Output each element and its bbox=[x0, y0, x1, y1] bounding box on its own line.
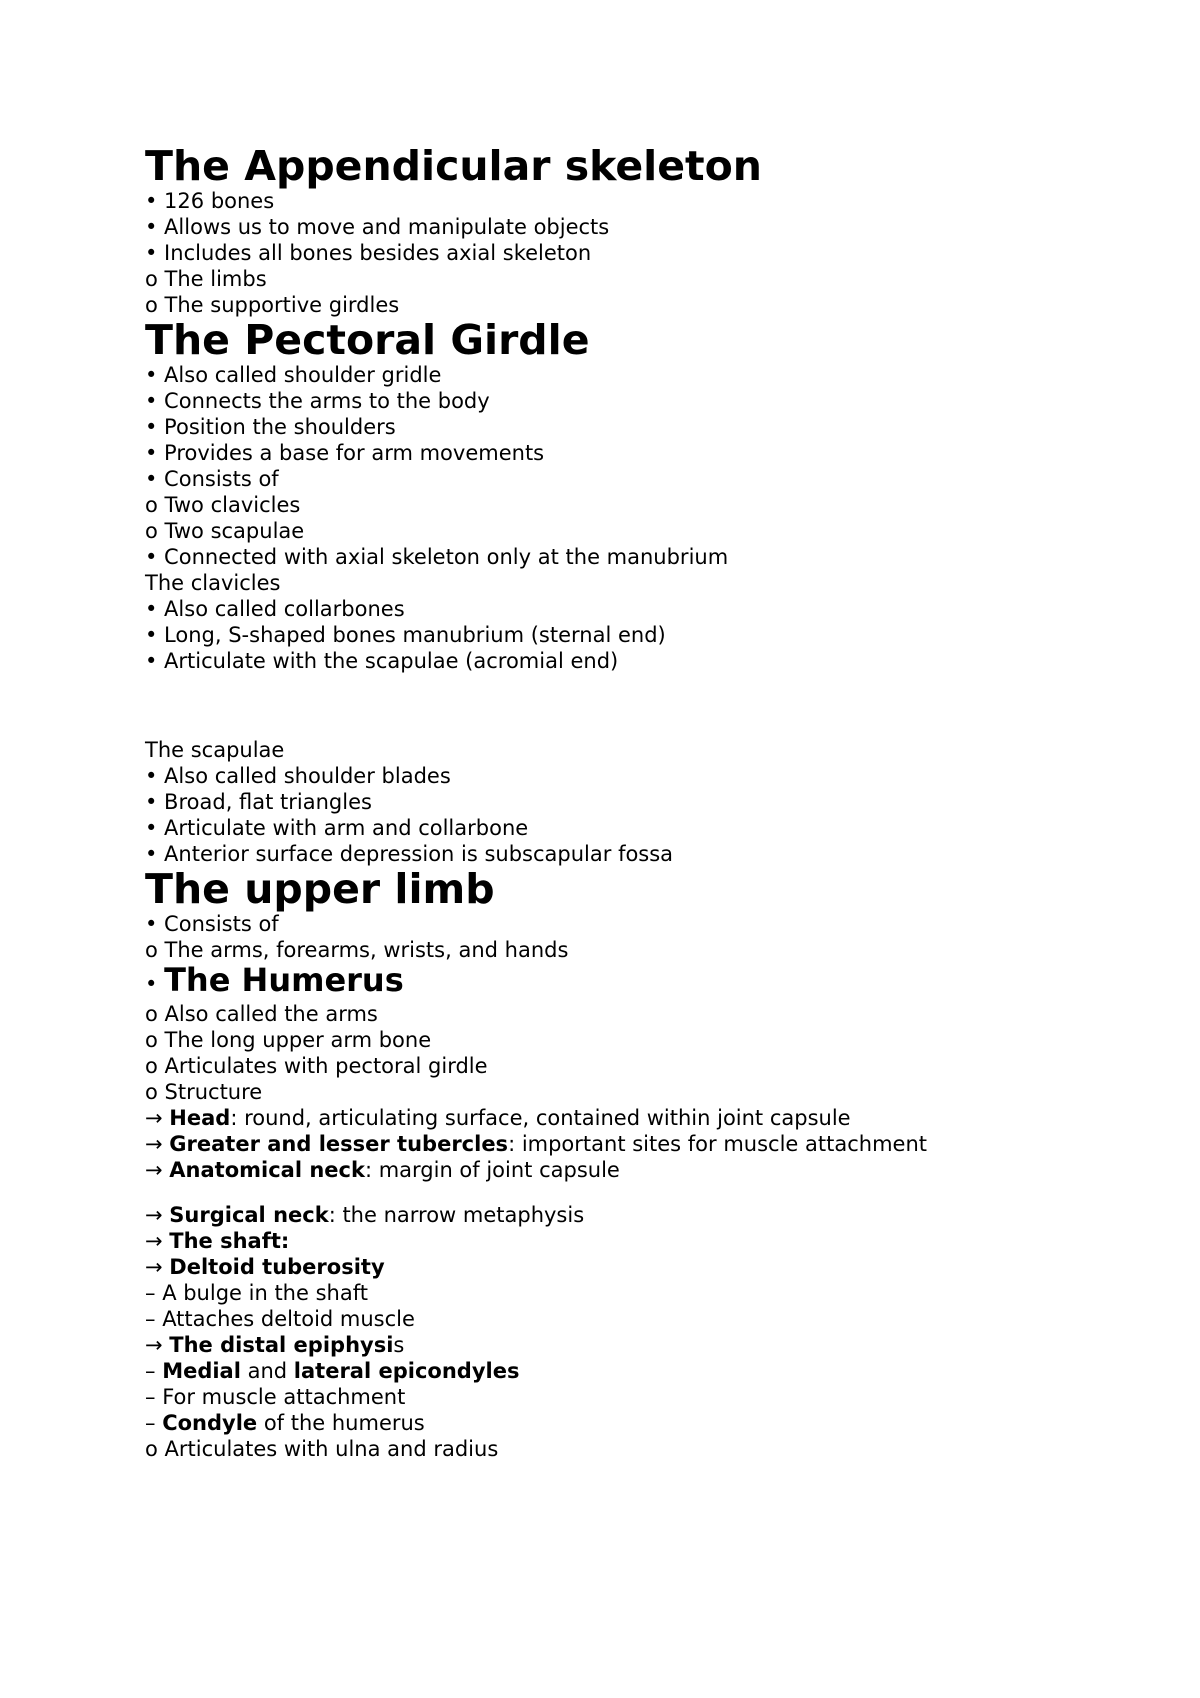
list-item: o Also called the arms bbox=[145, 1002, 378, 1026]
dash-marker: – bbox=[145, 1385, 163, 1409]
arrow-marker: → bbox=[145, 1158, 170, 1182]
structure-item bbox=[145, 1306, 1145, 1332]
definition: Articulates with ulna and radius bbox=[164, 1437, 499, 1461]
humerus-list bbox=[145, 1001, 1145, 1105]
definition: : the narrow metaphysis bbox=[328, 1203, 585, 1227]
list-item: o Two clavicles bbox=[145, 493, 301, 517]
appendicular-list bbox=[145, 188, 1145, 318]
list-item: • Connected with axial skeleton only at the manubrium bbox=[145, 545, 729, 569]
bullet-marker: o bbox=[145, 1437, 165, 1461]
list-item: • Includes all bones besides axial skeleton bbox=[145, 241, 592, 265]
heading-humerus: The Humerus bbox=[164, 961, 404, 999]
term: Deltoid tuberosity bbox=[169, 1255, 385, 1279]
list-item: • Articulate with arm and collarbone bbox=[145, 816, 529, 840]
term: Anatomical neck bbox=[169, 1158, 365, 1182]
list-item: • Provides a base for arm movements bbox=[145, 441, 545, 465]
definition: A bulge in the shaft bbox=[162, 1281, 368, 1305]
structure-list-a bbox=[145, 1105, 1145, 1183]
blank-space bbox=[145, 1183, 1145, 1202]
structure-item bbox=[145, 1358, 1145, 1384]
list-item: • 126 bones bbox=[145, 189, 275, 213]
list-item: • Consists of bbox=[145, 912, 279, 936]
list-item: • Anterior surface depression is subscapular fossa bbox=[145, 842, 674, 866]
list-item: o Two scapulae bbox=[145, 519, 305, 543]
dash-marker: – bbox=[145, 1411, 163, 1435]
list-item: o Articulates with pectoral girdle bbox=[145, 1054, 488, 1078]
arrow-marker: → bbox=[145, 1333, 170, 1357]
arrow-marker: → bbox=[145, 1203, 170, 1227]
arrow-marker: → bbox=[145, 1106, 170, 1130]
document-page bbox=[145, 0, 1145, 1462]
heading-pectoral-girdle: The Pectoral Girdle bbox=[145, 316, 590, 364]
structure-item bbox=[145, 1280, 1145, 1306]
list-item: • Allows us to move and manipulate objects bbox=[145, 215, 610, 239]
structure-item bbox=[145, 1384, 1145, 1410]
term: The shaft: bbox=[169, 1229, 290, 1253]
heading-upper-limb: The upper limb bbox=[145, 865, 495, 913]
term: Condyle bbox=[162, 1411, 258, 1435]
structure-item bbox=[145, 1228, 1145, 1254]
list-item: o Structure bbox=[145, 1080, 263, 1104]
list-item: • Also called collarbones bbox=[145, 597, 405, 621]
list-item: • Consists of bbox=[145, 467, 279, 491]
structure-item bbox=[145, 1254, 1145, 1280]
subheading-clavicles: The clavicles bbox=[145, 571, 281, 595]
dash-marker: – bbox=[145, 1281, 163, 1305]
term: Greater and lesser tubercles bbox=[169, 1132, 509, 1156]
bullet: • bbox=[145, 972, 158, 996]
structure-item bbox=[145, 1332, 1145, 1358]
list-item: o The long upper arm bone bbox=[145, 1028, 432, 1052]
list-item: • Connects the arms to the body bbox=[145, 389, 490, 413]
term: The distal epiphysi bbox=[169, 1333, 394, 1357]
list-item: o The arms, forearms, wrists, and hands bbox=[145, 938, 569, 962]
list-item: • Position the shoulders bbox=[145, 415, 396, 439]
arrow-marker: → bbox=[145, 1255, 170, 1279]
list-item: • Also called shoulder gridle bbox=[145, 363, 442, 387]
subheading-scapulae: The scapulae bbox=[145, 738, 285, 762]
term: lateral epicondyles bbox=[293, 1359, 520, 1383]
structure-item bbox=[145, 1157, 1145, 1183]
structure-list-b bbox=[145, 1202, 1145, 1462]
arrow-marker: → bbox=[145, 1132, 170, 1156]
dash-marker: – bbox=[145, 1359, 163, 1383]
definition: : important sites for muscle attachment bbox=[508, 1132, 927, 1156]
list-item: • Broad, flat triangles bbox=[145, 790, 372, 814]
term: Medial bbox=[162, 1359, 241, 1383]
arrow-marker: → bbox=[145, 1229, 170, 1253]
list-item: • Long, S-shaped bones manubrium (sternal end) bbox=[145, 623, 666, 647]
list-item: o The limbs bbox=[145, 267, 267, 291]
list-item: • Articulate with the scapulae (acromial end) bbox=[145, 649, 619, 673]
list-item: o The supportive girdles bbox=[145, 293, 400, 317]
definition: s bbox=[393, 1333, 405, 1357]
dash-marker: – bbox=[145, 1307, 163, 1331]
heading-appendicular-skeleton: The Appendicular skeleton bbox=[145, 142, 762, 190]
definition: : margin of joint capsule bbox=[364, 1158, 620, 1182]
blank-space bbox=[145, 674, 1145, 737]
structure-item bbox=[145, 1436, 1145, 1462]
humerus-heading-line bbox=[145, 963, 1145, 1001]
structure-item bbox=[145, 1105, 1145, 1131]
list-item: • Also called shoulder blades bbox=[145, 764, 451, 788]
scapulae-list bbox=[145, 737, 1145, 867]
term: Surgical neck bbox=[169, 1203, 329, 1227]
structure-item bbox=[145, 1131, 1145, 1157]
pectoral-list bbox=[145, 362, 1145, 674]
definition: Attaches deltoid muscle bbox=[162, 1307, 415, 1331]
definition: For muscle attachment bbox=[162, 1385, 406, 1409]
definition: : round, articulating surface, contained within joint capsule bbox=[230, 1106, 851, 1130]
upper-limb-list bbox=[145, 911, 1145, 963]
connector: and bbox=[240, 1359, 294, 1383]
definition: of the humerus bbox=[257, 1411, 425, 1435]
structure-item bbox=[145, 1202, 1145, 1228]
structure-item bbox=[145, 1410, 1145, 1436]
term: Head bbox=[169, 1106, 231, 1130]
